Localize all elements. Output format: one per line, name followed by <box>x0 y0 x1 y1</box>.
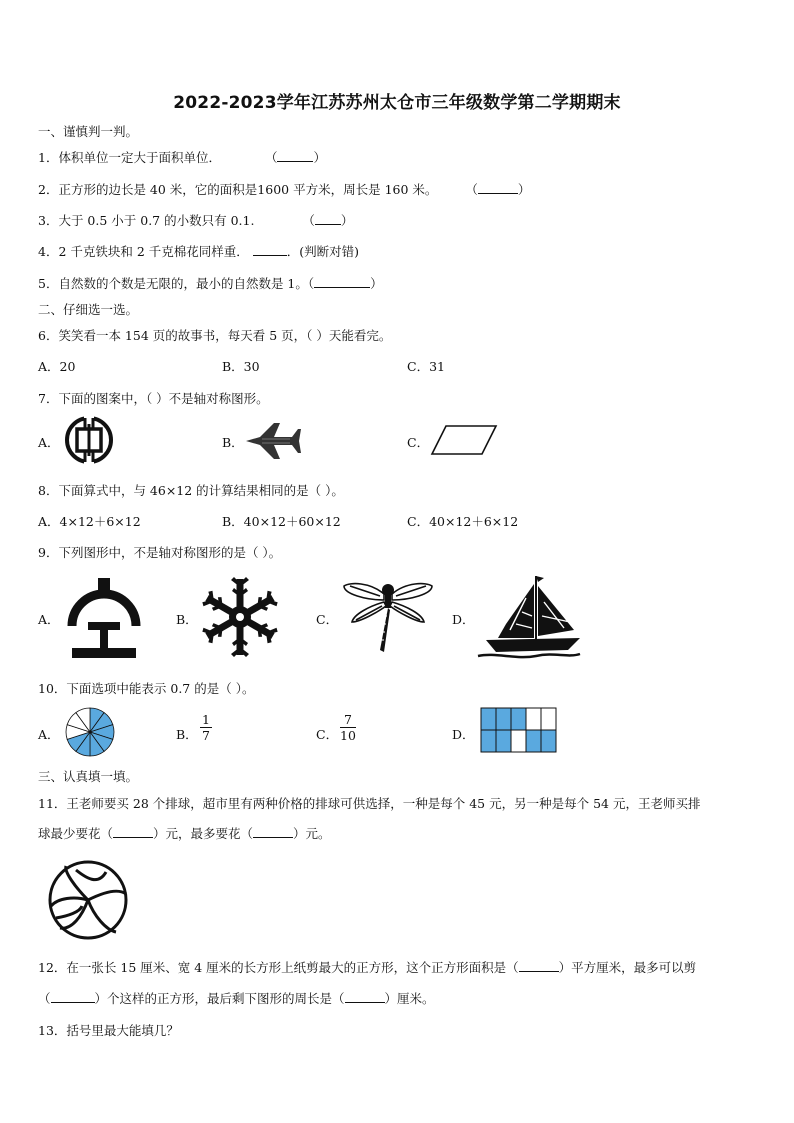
option-b[interactable]: B． <box>176 612 198 627</box>
question-11-line-1: 11．王老师要买 28 个排球，超市里有两种价格的排球可供选择，一种是每个 45 元，另一种是每个 54 元，王老师买排 <box>38 796 701 811</box>
question-13: 13．括号里最大能填几？ <box>38 1023 179 1038</box>
subway-logo-figure <box>64 578 144 660</box>
question-5-text: 5．自然数的个数是无限的，最小的自然数是 1。（ <box>38 276 315 291</box>
answer-blank[interactable] <box>51 990 95 1003</box>
question-4: 4．2 千克铁块和 2 千克棉花同样重． ．(判断对错) <box>38 244 360 259</box>
section-heading-3: 三、认真填一填。 <box>38 769 139 784</box>
option-a[interactable]: A．4×12＋6×12 <box>38 514 141 529</box>
question-3: 3．大于 0.5 小于 0.7 的小数只有 0.1. （ ） <box>38 213 354 228</box>
fraction-seven-tenths: $\frac{7}{10}$ <box>340 712 356 743</box>
option-c[interactable]: C．31 <box>407 359 445 374</box>
option-c[interactable]: C．40×12＋6×12 <box>407 514 519 529</box>
option-a[interactable]: A． <box>38 612 60 627</box>
answer-blank[interactable] <box>253 243 287 256</box>
option-c[interactable]: C． <box>316 612 339 627</box>
option-a[interactable]: A． <box>38 727 60 742</box>
option-b[interactable]: B．30 <box>222 359 260 374</box>
question-10: 10．下面选项中能表示 0.7 的是（ ）。 <box>38 681 255 696</box>
question-3-text: 3．大于 0.5 小于 0.7 的小数只有 0.1. <box>38 213 255 228</box>
page-title: 2022-2023学年江苏苏州太仓市三年级数学第二学期期末 <box>173 93 621 113</box>
option-c[interactable]: C． <box>316 727 339 742</box>
question-7: 7．下面的图案中，（ ）不是轴对称图形。 <box>38 391 269 406</box>
option-b[interactable]: B． <box>222 435 244 450</box>
question-4-text: 4．2 千克铁块和 2 千克棉花同样重． <box>38 244 249 259</box>
option-a[interactable]: A． <box>38 435 60 450</box>
volleyball-figure <box>46 858 130 942</box>
answer-blank[interactable] <box>519 959 559 972</box>
option-d[interactable]: D． <box>452 612 475 627</box>
answer-blank[interactable] <box>314 275 370 288</box>
section-heading-2: 二、仔细选一选。 <box>38 302 139 317</box>
answer-blank[interactable] <box>253 825 293 838</box>
answer-blank[interactable] <box>345 990 385 1003</box>
section-heading-1: 一、谨慎判一判。 <box>38 124 139 139</box>
question-1-text: 1．体积单位一定大于面积单位． <box>38 150 221 165</box>
question-12-line-2: （ ）个这样的正方形，最后剩下图形的周长是（ ）厘米。 <box>38 991 435 1006</box>
question-1: 1．体积单位一定大于面积单位． （ ） <box>38 150 326 165</box>
parallelogram-figure <box>430 424 498 456</box>
question-2: 2．正方形的边长是 40 米，它的面积是1600 平方米，周长是 160 米。 （ ） <box>38 182 531 197</box>
bank-logo-figure <box>62 414 116 466</box>
question-8: 8．下面算式中，与 46×12 的计算结果相同的是（ ）。 <box>38 483 344 498</box>
answer-blank[interactable] <box>113 825 153 838</box>
question-6: 6．笑笑看一本 154 页的故事书，每天看 5 页，（ ）天能看完。 <box>38 328 392 343</box>
pie-fraction-figure <box>64 706 116 758</box>
jet-plane-figure <box>244 421 302 461</box>
grid-fraction-figure <box>480 707 558 753</box>
option-b[interactable]: B．40×12＋60×12 <box>222 514 341 529</box>
option-a[interactable]: A．20 <box>38 359 76 374</box>
answer-blank[interactable] <box>277 149 313 162</box>
question-12-line-1: 12．在一张长 15 厘米、宽 4 厘米的长方形上纸剪最大的正方形，这个正方形面积是（ ）平方厘米，最多可以剪 <box>38 960 697 975</box>
option-d[interactable]: D． <box>452 727 475 742</box>
question-5: 5．自然数的个数是无限的，最小的自然数是 1。（ ） <box>38 276 383 291</box>
sailboat-figure <box>476 572 582 664</box>
dragonfly-figure <box>340 576 436 656</box>
option-b[interactable]: B． <box>176 727 198 742</box>
fraction-one-seventh: $\frac{1}{7}$ <box>202 712 210 743</box>
answer-blank[interactable] <box>315 212 341 225</box>
answer-blank[interactable] <box>478 181 518 194</box>
question-9: 9．下列图形中，不是轴对称图形的是（ ）。 <box>38 545 282 560</box>
snowflake-figure <box>200 577 280 657</box>
question-11-line-2: 球最少要花（ ）元，最多要花（ ）元。 <box>38 826 331 841</box>
option-c[interactable]: C． <box>407 435 430 450</box>
question-2-text: 2．正方形的边长是 40 米，它的面积是1600 平方米，周长是 160 米。 <box>38 182 438 197</box>
